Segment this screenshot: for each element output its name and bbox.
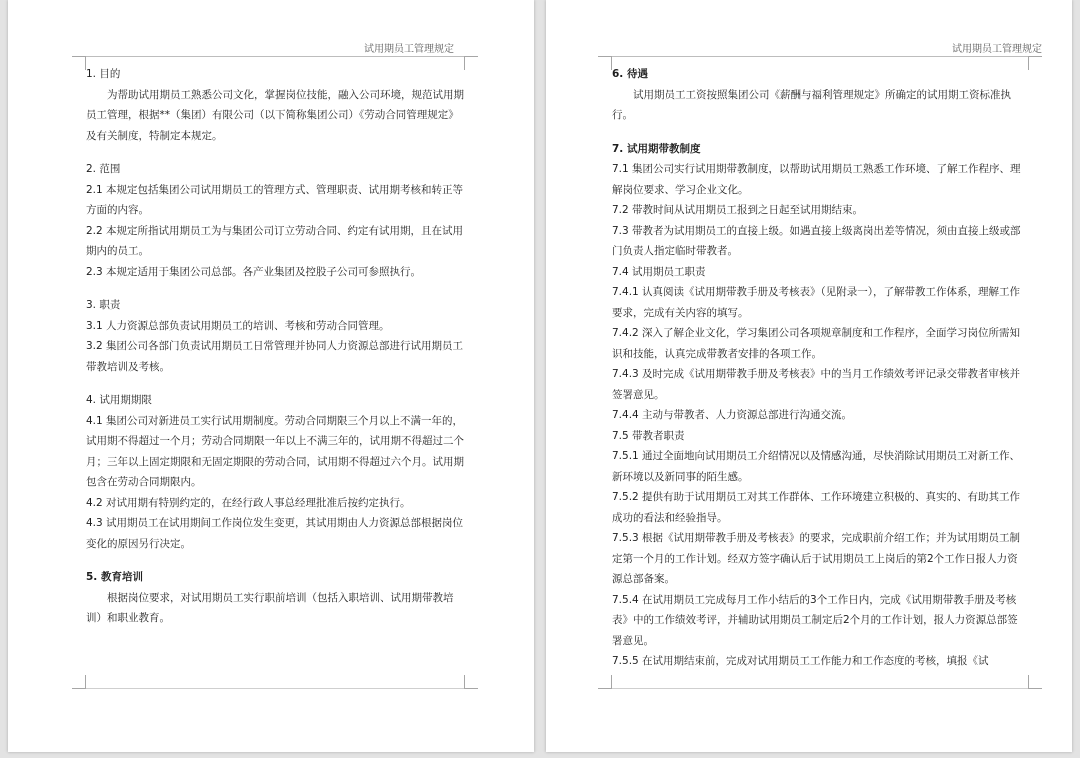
- section-heading: 2. 范围: [86, 163, 121, 175]
- crop-mark: [464, 688, 478, 689]
- crop-mark: [1028, 675, 1029, 689]
- header-rule: [86, 56, 464, 57]
- crop-mark: [464, 56, 478, 57]
- crop-mark: [1028, 56, 1029, 70]
- crop-mark: [598, 56, 612, 57]
- page-header: 试用期员工管理规定: [952, 44, 1042, 55]
- crop-mark: [464, 675, 465, 689]
- section-heading: 6. 待遇: [612, 68, 648, 80]
- paragraph: 7.4.1 认真阅读《试用期带教手册及考核表》（见附录一），了解带教工作体系，理解工作要求，完成有关内容的填写。: [612, 286, 1021, 319]
- paragraph: 7.4.3 及时完成《试用期带教手册及考核表》中的当月工作绩效考评记录交带教者审核并签署意见。: [612, 368, 1021, 401]
- crop-mark: [464, 56, 465, 70]
- paragraph: 3.1 人力资源总部负责试用期员工的培训、考核和劳动合同管理。: [86, 319, 390, 332]
- paragraph: 2.3 本规定适用于集团公司总部。各产业集团及控股子公司可参照执行。: [86, 265, 422, 278]
- header-rule: [612, 56, 1028, 57]
- crop-mark: [1028, 56, 1042, 57]
- paragraph: 7.5.5 在试用期结束前，完成对试用期员工工作能力和工作态度的考核，填报《试: [612, 655, 989, 667]
- footer-rule: [612, 688, 1028, 689]
- crop-mark: [72, 688, 86, 689]
- paragraph-gap: [86, 554, 464, 567]
- document-page-right: [546, 0, 1072, 752]
- paragraph: 7.3 带教者为试用期员工的直接上级。如遇直接上级离岗出差等情况，须由直接上级或部门负责人指定临时带教者。: [612, 224, 1021, 257]
- paragraph: 7.5.4 在试用期员工完成每月工作小结后的3个工作日内，完成《试用期带教手册及考核表》中的工作绩效考评，并辅助试用期员工制定后2个月的工作计划，报人力资源总部签署意见。: [612, 593, 1018, 647]
- section-heading: 5. 教育培训: [86, 571, 143, 583]
- page-body: [86, 64, 464, 629]
- paragraph: 7.4.4 主动与带教者、人力资源总部进行沟通交流。: [612, 409, 853, 421]
- paragraph-gap: [612, 126, 1028, 139]
- paragraph: 4.1 集团公司对新进员工实行试用期制度。劳动合同期限三个月以上不满一年的，试用期不得超过一个月；劳动合同期限一年以上不满三年的，试用期不得超过二个月；三年以上固定期限和无固定期限的劳动合同，试用期不得超过六个月。试用期包含在劳动合同期限内。: [86, 414, 464, 488]
- crop-mark: [72, 56, 86, 57]
- paragraph: 7.5.3 根据《试用期带教手册及考核表》的要求，完成职前介绍工作；并为试用期员工制定第一个月的工作计划。经双方签字确认后于试用期员工上岗后的第2个工作日报人力资源总部备案。: [612, 532, 1021, 585]
- paragraph: 2.1 本规定包括集团公司试用期员工的管理方式、管理职责、试用期考核和转正等方面的内容。: [86, 183, 464, 216]
- paragraph: 为帮助试用期员工熟悉公司文化，掌握岗位技能，融入公司环境，规范试用期员工管理，根据**（集团）有限公司（以下简称集团公司）《劳动合同管理规定》及有关制度，特制定本规定。: [86, 88, 464, 142]
- crop-mark: [611, 675, 612, 689]
- section-heading: 7. 试用期带教制度: [612, 142, 701, 155]
- footer-rule: [86, 688, 464, 689]
- section-heading: 3. 职责: [86, 299, 121, 311]
- section-heading: 4. 试用期期限: [86, 394, 152, 406]
- page-header: 试用期员工管理规定: [364, 44, 454, 55]
- paragraph: 7.2 带教时间从试用期员工报到之日起至试用期结束。: [612, 204, 864, 216]
- paragraph: 7.4 试用期员工职责: [612, 265, 706, 278]
- paragraph: 7.5.2 提供有助于试用期员工对其工作群体、工作环境建立积极的、真实的、有助其工作成功的看法和经验指导。: [612, 491, 1021, 524]
- paragraph-gap: [86, 282, 464, 295]
- paragraph: 3.2 集团公司各部门负责试用期员工日常管理并协同人力资源总部进行试用期员工带教培训及考核。: [86, 340, 464, 373]
- crop-mark: [1028, 688, 1042, 689]
- paragraph-gap: [86, 377, 464, 390]
- paragraph: 4.3 试用期员工在试用期间工作岗位发生变更，其试用期由人力资源总部根据岗位变化的原因另行决定。: [86, 517, 464, 550]
- paragraph: 7.5.1 通过全面地向试用期员工介绍情况以及情感沟通，尽快消除试用期员工对新工作、新环境以及新同事的陌生感。: [612, 450, 1021, 483]
- paragraph: 根据岗位要求，对试用期员工实行职前培训（包括入职培训、试用期带教培训）和职业教育。: [86, 591, 454, 624]
- paragraph: 2.2 本规定所指试用期员工为与集团公司订立劳动合同、约定有试用期，且在试用期内的员工。: [86, 224, 464, 257]
- crop-mark: [598, 688, 612, 689]
- paragraph: 7.1 集团公司实行试用期带教制度，以帮助试用期员工熟悉工作环境、了解工作程序、理解岗位要求、学习企业文化。: [612, 163, 1021, 196]
- document-page-left: [8, 0, 534, 752]
- section-heading: 1. 目的: [86, 68, 121, 80]
- paragraph-gap: [86, 146, 464, 159]
- page-body: [612, 64, 1028, 672]
- crop-mark: [85, 675, 86, 689]
- paragraph: 7.5 带教者职责: [612, 429, 685, 442]
- paragraph: 7.4.2 深入了解企业文化，学习集团公司各项规章制度和工作程序，全面学习岗位所需知识和技能，认真完成带教者安排的各项工作。: [612, 327, 1021, 360]
- paragraph: 试用期员工工资按照集团公司《薪酬与福利管理规定》所确定的试用期工资标准执行。: [612, 88, 1011, 121]
- paragraph: 4.2 对试用期有特别约定的，在经行政人事总经理批准后按约定执行。: [86, 496, 411, 509]
